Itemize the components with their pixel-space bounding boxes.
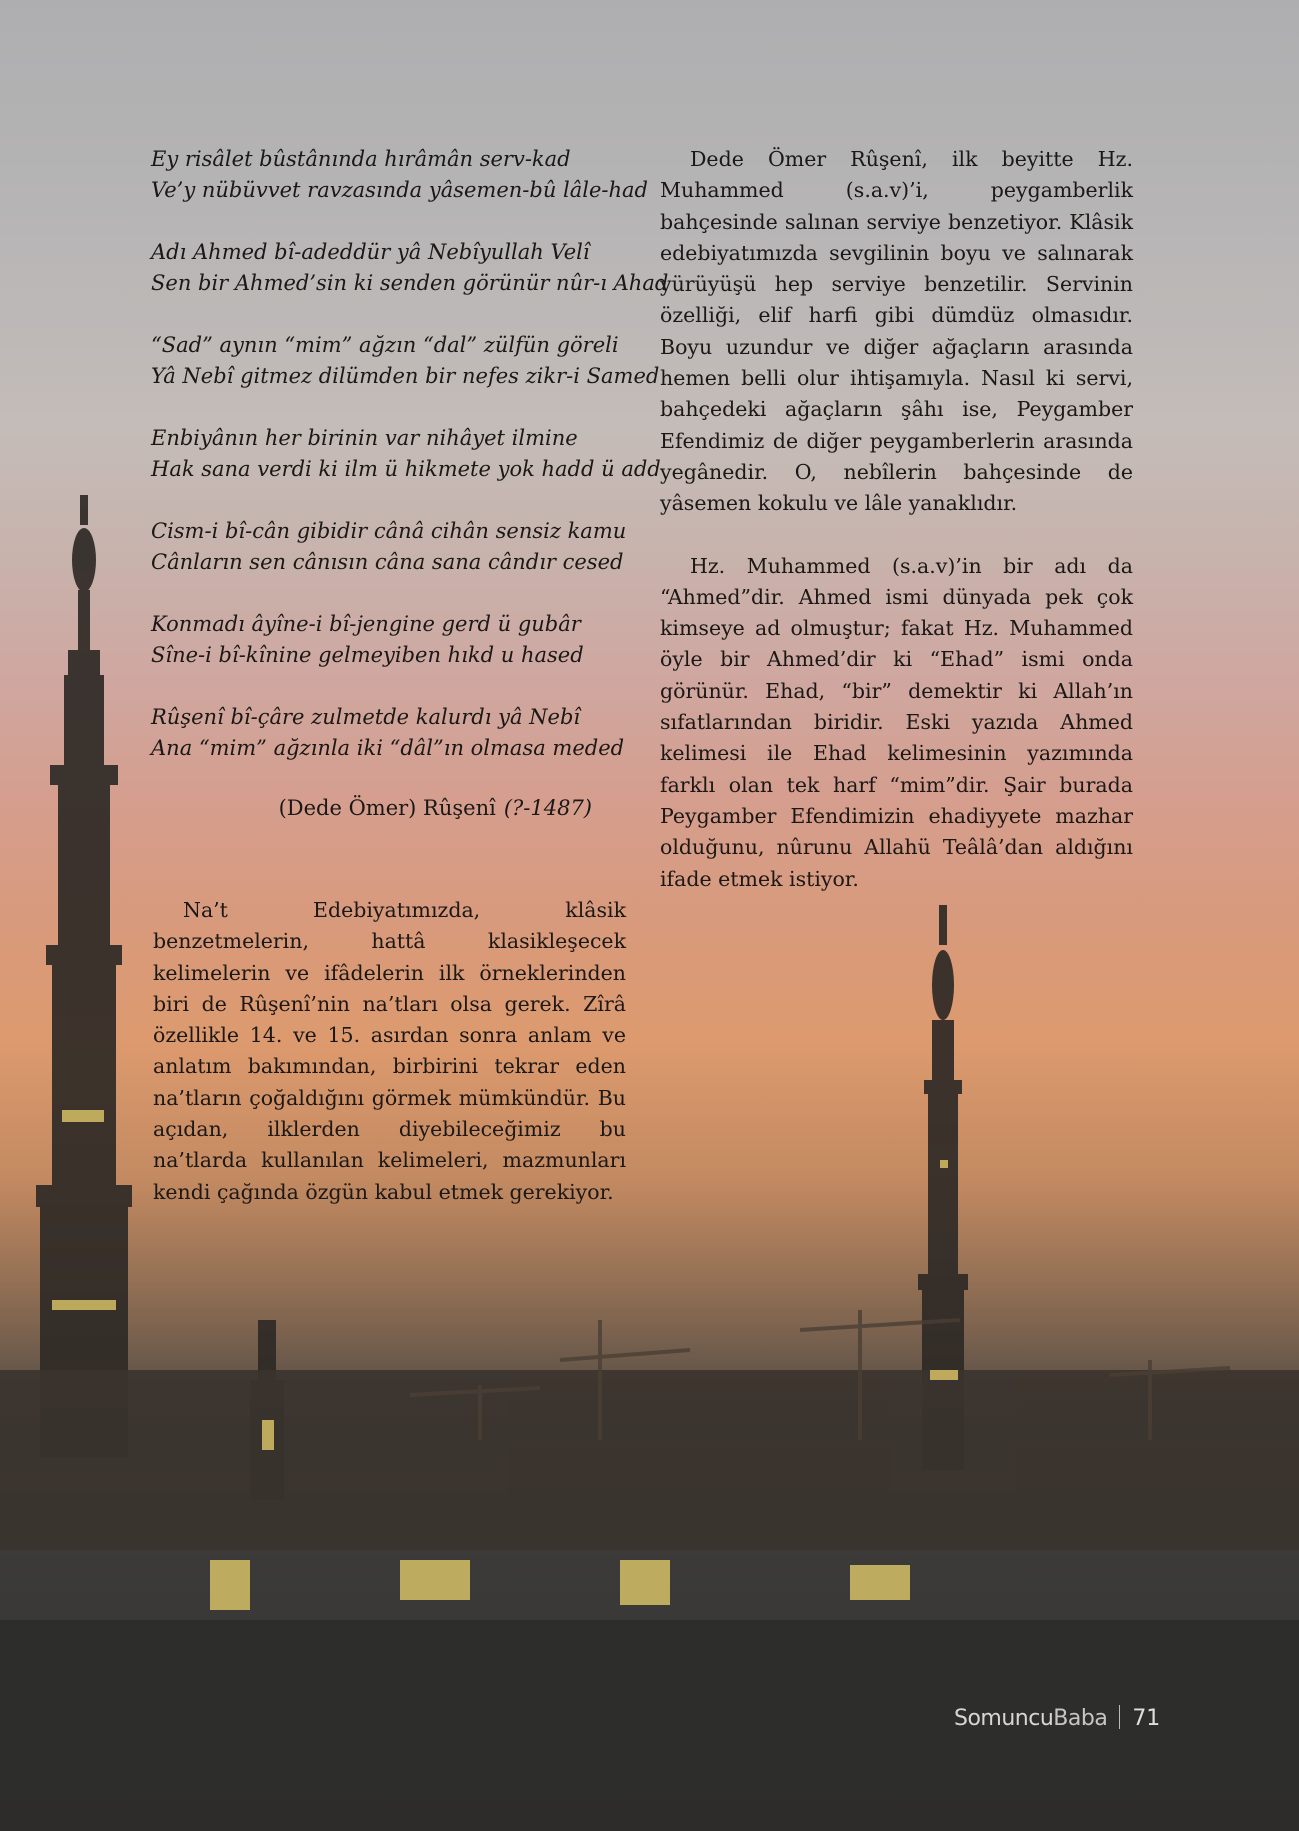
poem-attribution — [151, 793, 625, 824]
verse-line: Cânların sen cânısın câna sana cândır cesed — [151, 550, 624, 574]
footer-divider — [1119, 1705, 1120, 1729]
poem-stanza-5 — [151, 516, 625, 578]
verse-line: Cism-i bî-cân gibidir cânâ cihân sensiz kamu — [151, 519, 627, 543]
verse-line: Ey risâlet bûstânında hırâmân serv-kad — [151, 147, 571, 171]
verse-line: “Sad” aynın “mim” ağzın “dal” zülfün göreli — [151, 333, 619, 357]
poem-stanza-2 — [151, 237, 669, 299]
verse-line: Ve’y nübüvvet ravzasında yâsemen-bû lâle-had — [151, 178, 648, 202]
page-number: 71 — [1132, 1706, 1161, 1731]
poem-stanza-6 — [151, 609, 625, 671]
verse-line: Yâ Nebî gitmez dilümden bir nefes zikr-i Samed — [151, 364, 660, 388]
poem-stanza-3 — [151, 330, 660, 392]
commentary-column — [660, 144, 1133, 926]
poem-stanza-4 — [151, 423, 661, 485]
verse-line: Sen bir Ahmed’sin ki senden görünür nûr-ı Ahad — [151, 271, 669, 295]
attribution-author: (Dede Ömer) Rûşenî — [278, 796, 496, 820]
verse-line: Konmadı âyîne-i bî-jengine gerd ü gubâr — [151, 612, 581, 636]
verse-line: Sîne-i bî-kînine gelmeyiben hıkd u hased — [151, 643, 584, 667]
poem-stanza-7 — [151, 702, 625, 764]
nat-literature-paragraph: Na’t Edebiyatımızda, klâsik benzetmelerin, hattâ klasikleşecek kelimelerin ve ifâdelerin ilk örneklerinden biri de Rûşenî’nin na’tları olsa gerek. Zîrâ özellikle 14. ve 15. asırdan sonra anlam ve anlatım bakımından, birbirini tekrar eden na’tların çoğaldığını görmek mümkündür. Bu açıdan, ilklerden diyebileceğimiz bu na’tlarda kullanılan kelimeleri, mazmunları kendi çağında özgün kabul etmek gerekiyor. — [153, 898, 626, 1204]
commentary-paragraph-2: Hz. Muhammed (s.a.v)’in bir adı da “Ahmed”dir. Ahmed ismi dünyada pek çok kimseye ad olmuştur; fakat Hz. Muhammed öyle bir Ahmed’dir ki “Ehad” ismi onda görünür. Ehad, “bir” demektir ki Allah’ın sıfatlarından biridir. Eski yazıda Ahmed kelimesi ile Ehad kelimesinin yazımında farklı olan tek harf “mim”dir. Şair burada Peygamber Efendimizin ehadiyyete mazhar olduğunu, nûrunu Allahü Teâlâ’dan aldığını ifade etmek istiyor. — [660, 553, 1133, 891]
magazine-brand-part2: Baba — [1053, 1706, 1108, 1731]
page-footer — [954, 1702, 1160, 1736]
verse-line: Hak sana verdi ki ilm ü hikmete yok hadd ü add — [151, 457, 661, 481]
magazine-brand-part1: Somuncu — [954, 1706, 1054, 1731]
attribution-years: (?-1487) — [503, 796, 592, 820]
verse-line: Ana “mim” ağzınla iki “dâl”ın olmasa meded — [151, 736, 625, 760]
verse-line: Enbiyânın her birinin var nihâyet ilmine — [151, 426, 578, 450]
nat-literature-section — [153, 895, 626, 1239]
verse-line: Adı Ahmed bî-adeddür yâ Nebîyullah Velî — [151, 240, 590, 264]
poem — [151, 144, 669, 824]
commentary-paragraph-1: Dede Ömer Rûşenî, ilk beyitte Hz. Muhammed (s.a.v)’i, peygamberlik bahçesinde salınan serviye benzetiyor. Klâsik edebiyatımızda sevgilinin boyu ve salınarak yürüyüşü hep serviye benzetilir. Servinin özelliği, elif harfi gibi dümdüz olmasıdır. Boyu uzundur ve diğer ağaçların arasında hemen belli olur ihtişamıyla. Nasıl ki servi, bahçedeki ağaçların şâhı ise, Peygamber Efendimiz de diğer peygamberlerin arasında yegânedir. O, nebîlerin bahçesinde de yâsemen kokulu ve lâle yanaklıdır. — [660, 147, 1133, 516]
verse-line: Rûşenî bî-çâre zulmetde kalurdı yâ Nebî — [151, 705, 581, 729]
poem-stanza-1 — [151, 144, 648, 206]
